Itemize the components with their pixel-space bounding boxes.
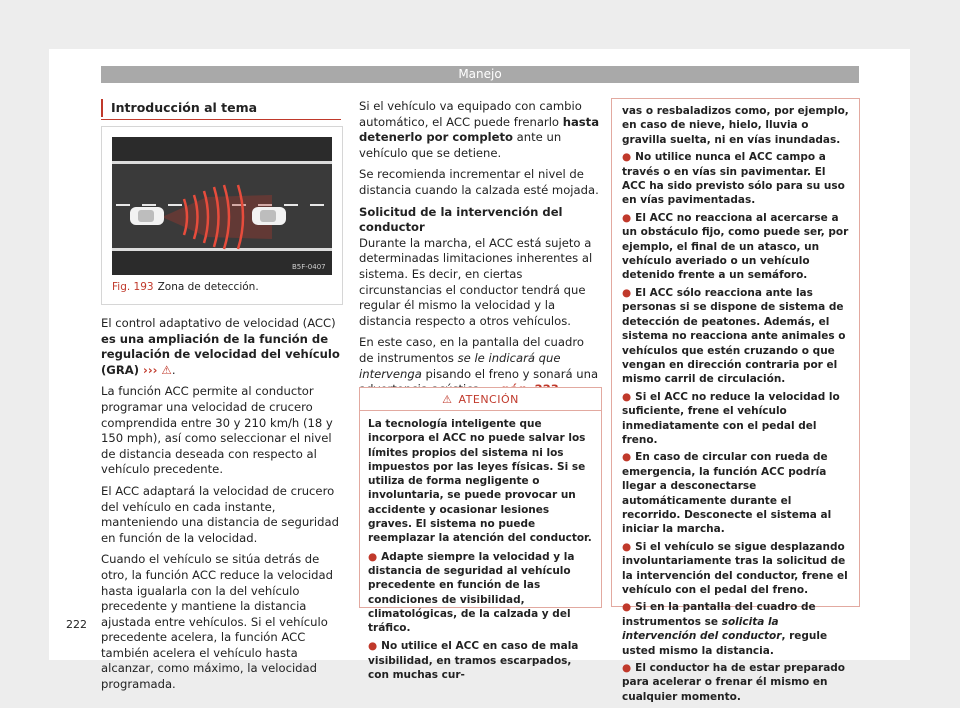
section-divider — [101, 119, 341, 120]
left-column — [101, 316, 343, 699]
list-item: ● Si el vehículo se sigue desplazando involuntariamente tras la solicitud de la intervención del conductor, frene el vehículo con el pedal del freno. — [622, 540, 848, 596]
list-item: ● El conductor ha de estar preparado para acelerar o frenar él mismo en cualquier momento. — [622, 662, 846, 703]
list-item: ● Si en la pantalla del cuadro de instrumentos se solicita la intervención del conductor, regule usted mismo la distancia. — [622, 601, 828, 657]
paragraph: En este caso, en la pantalla del cuadro de instrumentos se le indicará que intervenga pisando el freno y sonará una — [359, 335, 601, 397]
intro-paragraph: El control adaptativo de velocidad (ACC) es una ampliación de la función de regulación de velocidad del vehículo (GRA) ››› ⚠. — [101, 316, 340, 377]
page-number: 222 — [66, 618, 87, 631]
warning-header — [360, 388, 601, 411]
warning-triangle-icon: ⚠ — [442, 392, 453, 406]
section-title: Introducción al tema — [101, 99, 351, 117]
bullet-icon: ● — [622, 662, 632, 675]
figure — [101, 126, 343, 305]
list-item: ● Si el ACC no reduce la velocidad lo suficiente, frene el vehículo inmediatamente con el pedal del freno. — [622, 390, 840, 446]
warning-continued-body — [612, 99, 859, 704]
figure-code: B5F-0407 — [292, 263, 326, 271]
chapter-header: Manejo — [101, 66, 859, 83]
list-item: ● No utilice nunca el ACC campo a través o en vías sin pavimentar. El ACC ha sido previsto sólo para su uso en vías pavimentadas. — [622, 151, 845, 207]
bullet-icon: ● — [368, 640, 378, 653]
figure-label: Fig. 193 — [112, 281, 154, 293]
paragraph: El ACC adaptará la velocidad de crucero del vehículo en cada instante, manteniendo una distancia de seguridad en función de la velocidad. — [101, 483, 339, 545]
figure-caption — [112, 281, 259, 293]
warning-text: La tecnología inteligente que incorpora el ACC no puede salvar los límites propios del sistema ni los impuestos por las leyes físicas. Si se utiliza de forma negligente o involuntaria, se puede provocar un accidente y ocasionar lesiones graves. El sistema no puede reemplazar la atención del conductor. — [368, 418, 592, 545]
cross-ref-link[interactable]: ››› — [139, 362, 162, 377]
paragraph: Durante la marcha, el ACC está sujeto a determinadas limitaciones inherentes al sistema. Es decir, en ciertas circunstancias el conductor tendrá que regular él mismo la velocidad y la distancia respecto a otros vehículos. — [359, 235, 593, 328]
list-item: ● En caso de circular con rueda de emergencia, la función ACC podría llegar a desconectarse automáticamente durante el recorrido. Desconecte el sistema al iniciar la marcha. — [622, 451, 832, 536]
acc-detection-illustration — [112, 137, 332, 275]
list-item: ● El ACC no reacciona al acercarse a un obstáculo fijo, como puede ser, por ejemplo, el final de un atasco, un vehículo averiado o un vehículo detenido frente a un semáforo. — [622, 211, 849, 282]
list-item: ● El ACC sólo reacciona ante las personas si se dispone de sistema de detección de peatones. Además, el sistema no reacciona ante animales o vehículos que estén cruzando o que vengan en dirección contraria por el mismo carril de circulación. — [622, 286, 846, 386]
bullet-icon: ● — [622, 151, 632, 164]
paragraph: Se recomienda incrementar el nivel de distancia cuando la calzada esté mojada. — [359, 167, 599, 197]
warning-box — [359, 387, 602, 682]
figure-caption-text: Zona de detección. — [157, 281, 259, 293]
bullet-icon: ● — [622, 390, 632, 403]
bullet-icon: ● — [622, 211, 632, 224]
paragraph: La función ACC permite al conductor programar una velocidad de crucero comprendida entre 30 y 210 km/h (18 y 150 mph), así como seleccionar el nivel de distancia deseada con respecto al vehículo precedente. — [101, 384, 333, 477]
warning-title: ATENCIÓN — [458, 392, 519, 406]
warning-body — [360, 411, 601, 682]
bullet-icon: ● — [622, 451, 632, 464]
middle-column — [359, 99, 601, 404]
subheading: Solicitud de la intervención del conductor — [359, 204, 563, 235]
bullet-icon: ● — [368, 550, 378, 563]
bullet-icon: ● — [622, 601, 632, 614]
bullet-icon: ● — [622, 286, 632, 299]
warning-text: vas o resbaladizos como, por ejemplo, en caso de nieve, hielo, lluvia o gravilla suelta, ni en vías inundadas. — [622, 105, 849, 146]
warning-triangle-icon: ⚠ — [161, 362, 172, 377]
warning-continued-box — [611, 98, 860, 703]
list-item: ● Adapte siempre la velocidad y la distancia de seguridad al vehículo precedente en función de las condiciones de visibilidad, climatológicas, de la calzada y del tráfico. — [368, 550, 575, 635]
paragraph: Si el vehículo va equipado con cambio automático, el ACC puede frenarlo hasta detenerlo por completo ante un vehículo que se detiene. — [359, 99, 600, 160]
bullet-icon: ● — [622, 540, 632, 553]
list-item: ● No utilice el ACC en caso de mala visibilidad, en tramos escarpados, con muchas cur- — [368, 640, 579, 682]
paragraph: Cuando el vehículo se sitúa detrás de otro, la función ACC reduce la velocidad hasta igualarla con la del vehículo precedente y mantiene la distancia ajustada entre vehículos. Si el vehículo precedente acelera, la función ACC también acelera el vehículo hasta alcanzar, como máximo, la velocidad programada. — [101, 552, 334, 692]
